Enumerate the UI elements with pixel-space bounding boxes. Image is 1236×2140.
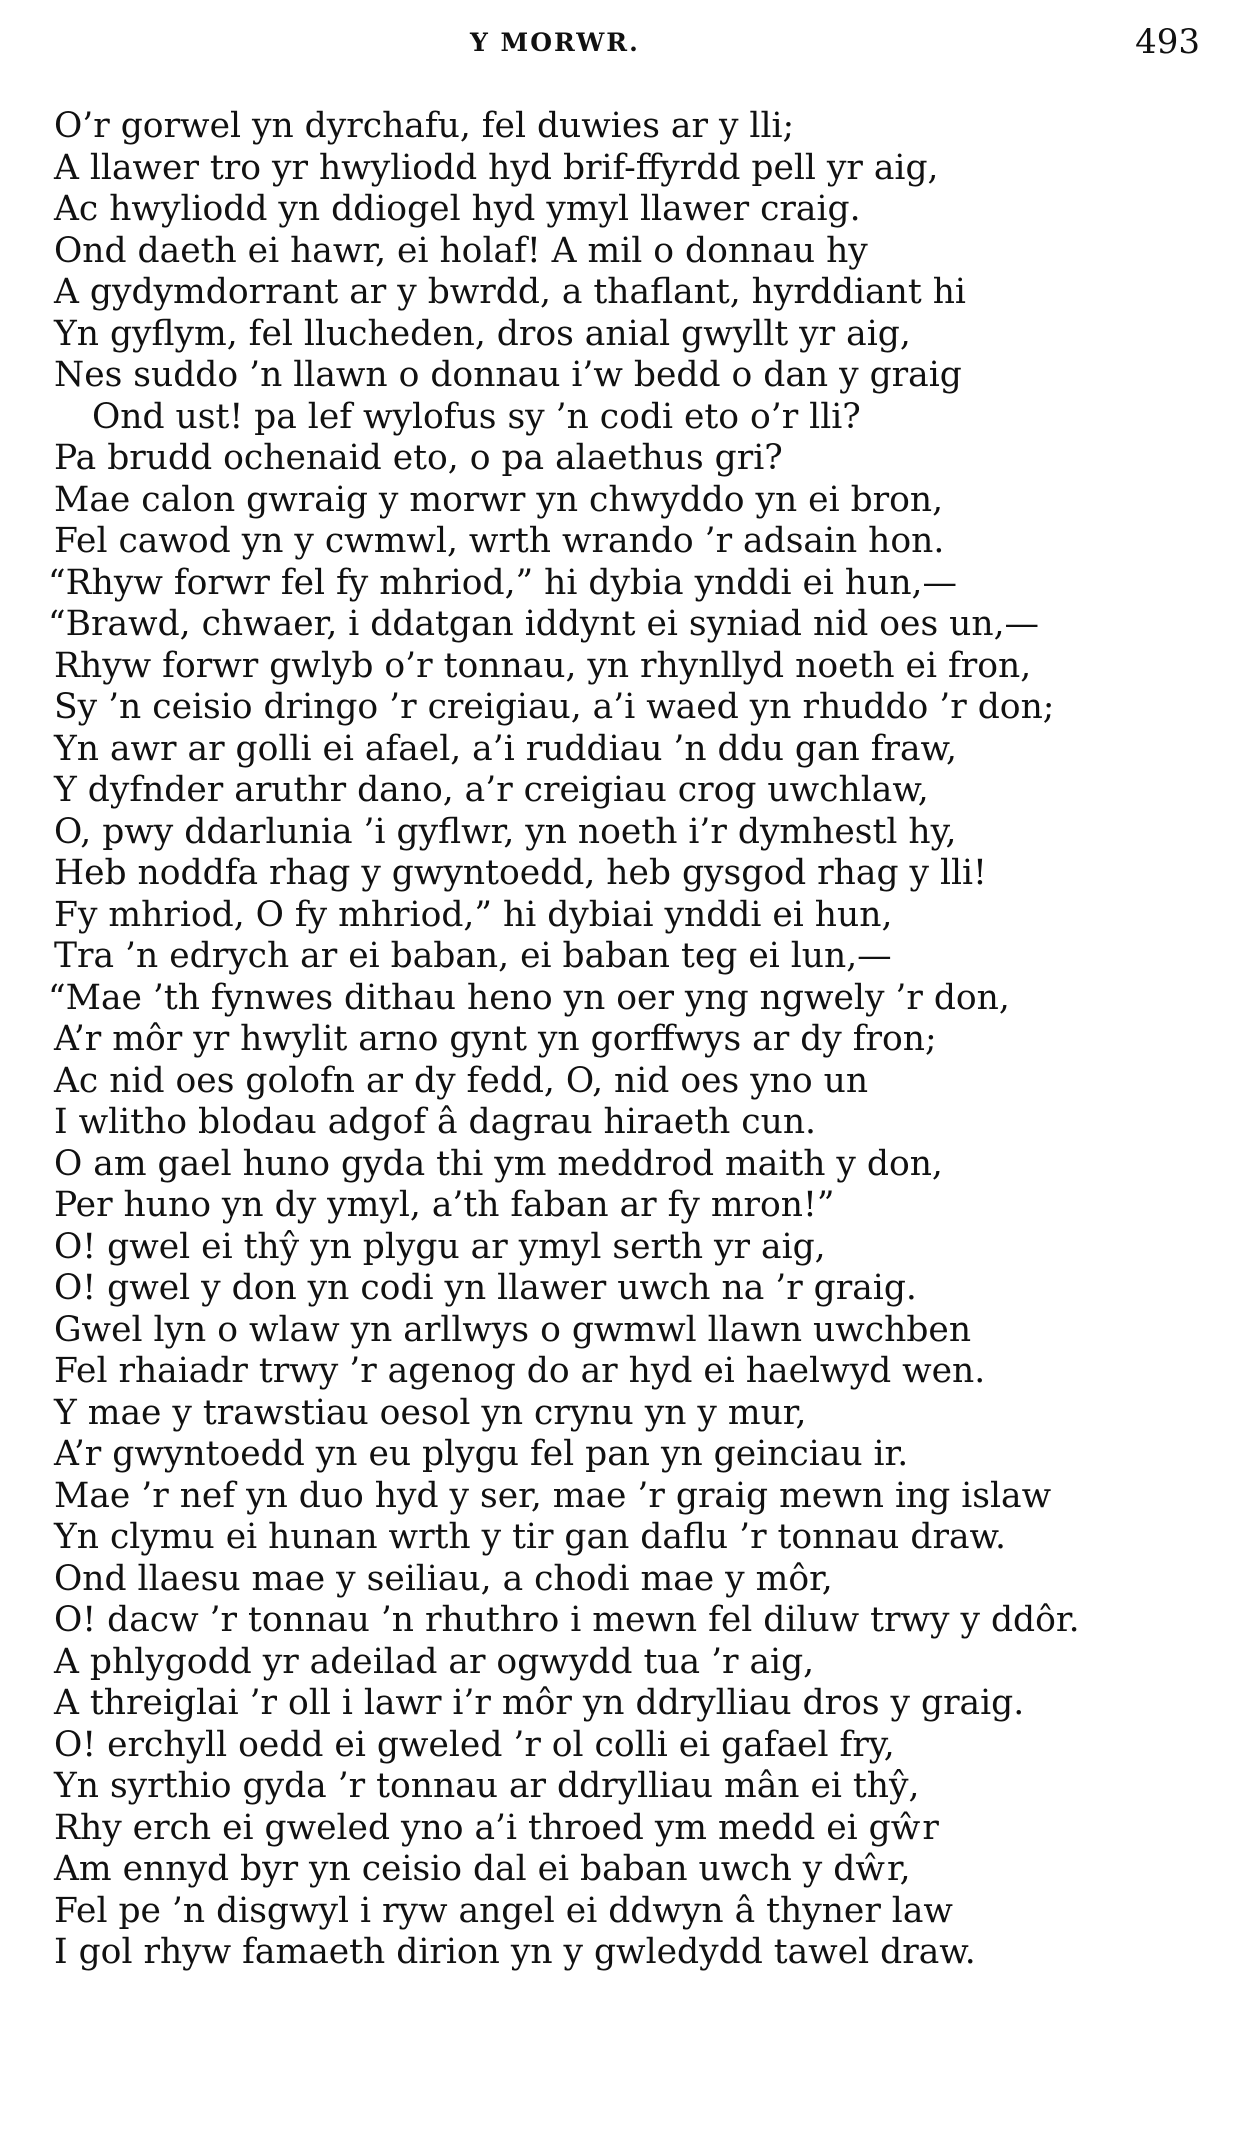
poem-line: Per huno yn dy ymyl, a’th faban ar fy mron!”	[54, 1185, 835, 1225]
poem-line: Ond ust! pa lef wylofus sy ’n codi eto o’r lli?	[92, 396, 861, 437]
poem-line: Yn syrthio gyda ’r tonnau ar ddrylliau mân ei thŷ,	[54, 1766, 920, 1806]
poem-line: A phlygodd yr adeilad ar ogwydd tua ’r aig,	[54, 1641, 815, 1682]
poem-line: “Mae ’th fynwes dithau heno yn oer yng ngwely ’r don,	[48, 977, 1010, 1018]
poem-line: Mae calon gwraig y morwr yn chwyddo yn ei bron,	[54, 479, 944, 520]
poem-line: Rhy erch ei gweled yno a’i throed ym medd ei gŵr	[54, 1807, 939, 1848]
poem-line: Ac nid oes golofn ar dy fedd, O, nid oes yno un	[54, 1060, 869, 1101]
poem-line: Y dyfnder aruthr dano, a’r creigiau crog uwchlaw,	[54, 770, 929, 810]
poem-line: “Rhyw forwr fel fy mhriod,” hi dybia ynddi ei hun,—	[48, 562, 958, 603]
poem-line: Heb noddfa rhag y gwyntoedd, heb gysgod rhag y lli!	[54, 853, 987, 893]
poem-line: O! gwel ei thŷ yn plygu ar ymyl serth yr aig,	[54, 1226, 826, 1267]
poem-line: Tra ’n edrych ar ei baban, ei baban teg ei lun,—	[54, 936, 892, 976]
poem-line: A threiglai ’r oll i lawr i’r môr yn ddrylliau dros y graig.	[54, 1683, 1025, 1723]
poem-line: A’r gwyntoedd yn eu plygu fel pan yn geinciau ir.	[54, 1434, 909, 1474]
poem-line: O, pwy ddarlunia ’i gyflwr, yn noeth i’r dymhestl hy,	[54, 811, 957, 852]
poem-line: O! gwel y don yn codi yn llawer uwch na ’r graig.	[54, 1268, 917, 1308]
poem-line: I gol rhyw famaeth dirion yn y gwledydd tawel draw.	[54, 1932, 976, 1972]
poem-line: Yn clymu ei hunan wrth y tir gan daflu ’r tonnau draw.	[54, 1517, 1006, 1557]
page-number: 493	[1135, 22, 1200, 62]
poem-line: “Brawd, chwaer, i ddatgan iddynt ei syniad nid oes un,—	[48, 604, 1040, 644]
poem-line: Yn gyflym, fel llucheden, dros anial gwyllt yr aig,	[54, 313, 911, 354]
poem-line: Fy mhriod, O fy mhriod,” hi dybiai ynddi ei hun,	[54, 894, 893, 935]
running-title: Y MORWR.	[470, 28, 640, 57]
poem-line: A llawer tro yr hwyliodd hyd brif-ffyrdd pell yr aig,	[54, 147, 939, 188]
poem-line: I wlitho blodau adgof â dagrau hiraeth cun.	[54, 1102, 817, 1142]
poem-line: Fel rhaiadr trwy ’r agenog do ar hyd ei haelwyd wen.	[54, 1351, 986, 1391]
poem-line: Ac hwyliodd yn ddiogel hyd ymyl llawer craig.	[54, 189, 861, 229]
poem-line: Y mae y trawstiau oesol yn crynu yn y mur,	[54, 1392, 807, 1433]
poem-line: Nes suddo ’n llawn o donnau i’w bedd o dan y graig	[54, 355, 962, 395]
poem-line: O! dacw ’r tonnau ’n rhuthro i mewn fel diluw trwy y ddôr.	[54, 1600, 1080, 1640]
poem-line: Rhyw forwr gwlyb o’r tonnau, yn rhynllyd noeth ei fron,	[54, 645, 1032, 686]
poem-line: Am ennyd byr yn ceisio dal ei baban uwch y dŵr,	[54, 1849, 911, 1889]
poem-line: Ond daeth ei hawr, ei holaf! A mil o donnau hy	[54, 230, 868, 271]
poem-line: Yn awr ar golli ei afael, a’i ruddiau ’n ddu gan fraw,	[54, 728, 957, 769]
poem-line: Fel cawod yn y cwmwl, wrth wrando ’r adsain hon.	[54, 521, 945, 561]
poem-line: Sy ’n ceisio dringo ’r creigiau, a’i waed yn rhuddo ’r don;	[54, 687, 1055, 727]
poem-line: Gwel lyn o wlaw yn arllwys o gwmwl llawn uwchben	[54, 1309, 972, 1350]
poem-text	[48, 106, 1218, 1974]
poem-line: Ond llaesu mae y seiliau, a chodi mae y môr,	[54, 1558, 833, 1599]
poem-line: Mae ’r nef yn duo hyd y ser, mae ’r graig mewn ing islaw	[54, 1475, 1052, 1516]
poem-line: O’r gorwel yn dyrchafu, fel duwies ar y lli;	[54, 106, 795, 146]
poem-line: Pa brudd ochenaid eto, o pa alaethus gri?	[54, 438, 783, 478]
poem-line: A gydymdorrant ar y bwrdd, a thaflant, hyrddiant hi	[54, 272, 966, 312]
poem-line: A’r môr yr hwylit arno gynt yn gorffwys ar dy fron;	[54, 1019, 937, 1059]
poem-line: O! erchyll oedd ei gweled ’r ol colli ei gafael fry,	[54, 1724, 895, 1765]
poem-line: Fel pe ’n disgwyl i ryw angel ei ddwyn â thyner law	[54, 1890, 953, 1931]
poem-line: O am gael huno gyda thi ym meddrod maith y don,	[54, 1143, 943, 1184]
